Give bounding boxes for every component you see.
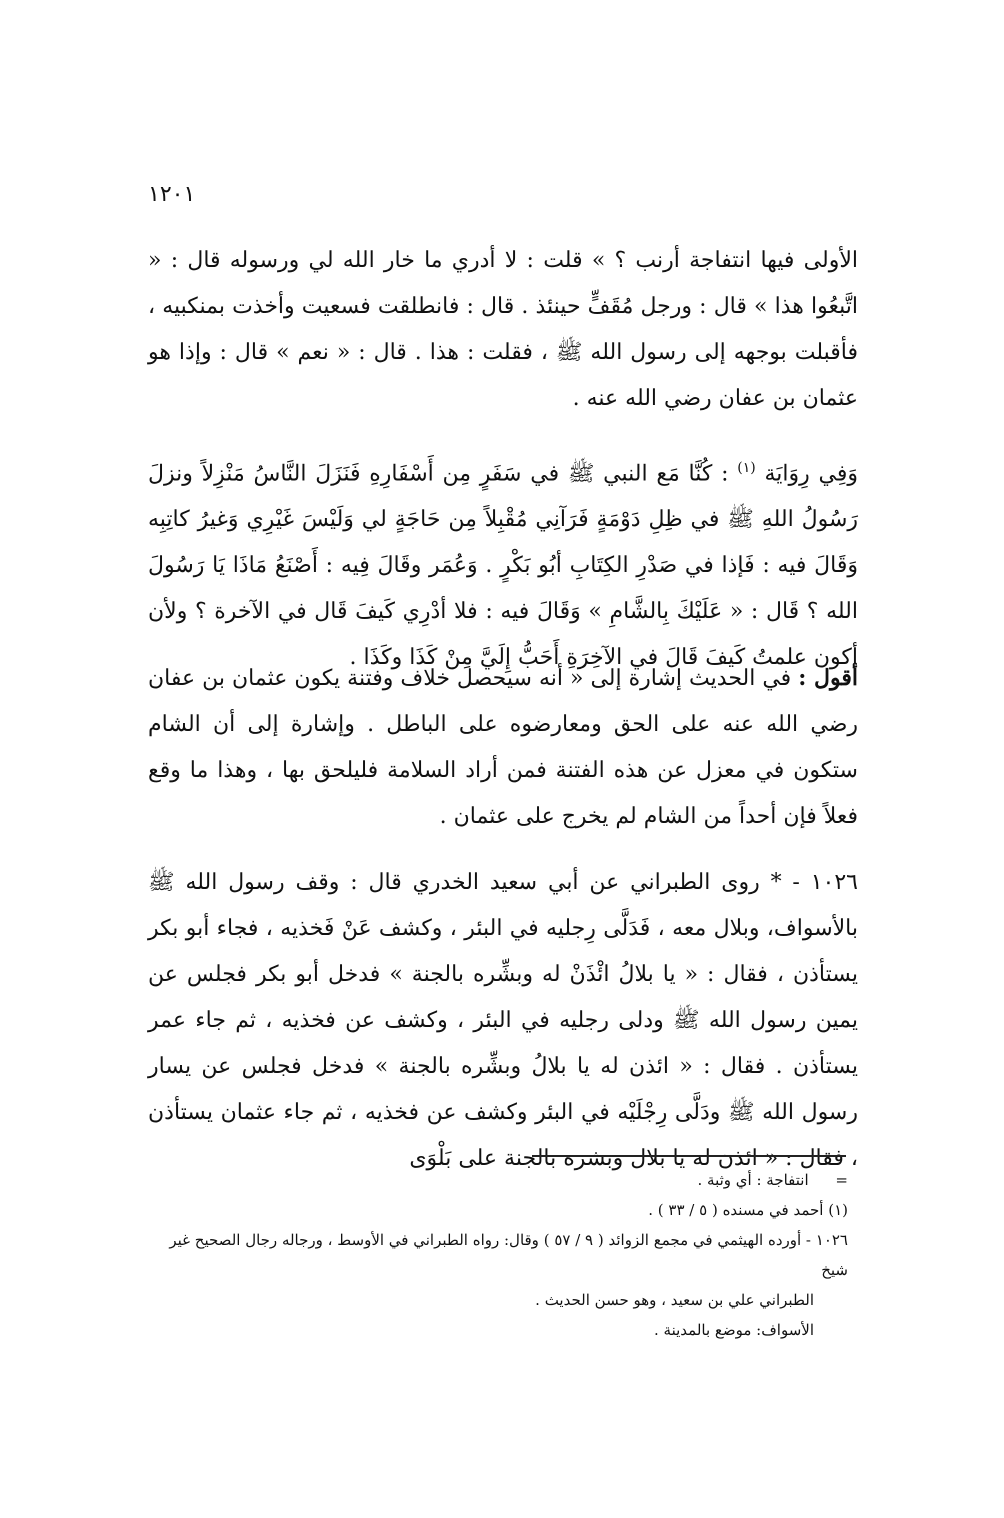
paragraph-text: الأولى فيها انتفاجة أرنب ؟ » قلت : لا أدري ما خار الله لي ورسوله قال : « اتَّبعُوا هذا » قال : ورجل مُقَفٍّ حينئذ . قال : فانطلقت فسعيت وأخذت بمنكبيه ، فأقبلت بوجهه إلى رسول الله ﷺ ، فقلت : هذا . قال : « نعم » قال : وإذا هو عثمان بن عفان رضي الله عنه . <box>148 248 858 411</box>
paragraph-text <box>148 655 858 840</box>
footnote-line: ١٠٢٦ - أورده الهيثمي في مجمع الزوائد ( ٩ / ٥٧ ) وقال: رواه الطبراني في الأوسط ، ورجاله رجال الصحيح غير شيخ <box>169 1231 848 1279</box>
paragraph-hadith-1026 <box>148 860 858 1182</box>
commentary-lead: أقول : <box>798 665 858 691</box>
footnote-line <box>148 1165 848 1195</box>
footnote-line: الطبراني علي بن سعيد ، وهو حسن الحديث . <box>535 1291 814 1309</box>
footnote-reference: (١) <box>737 460 756 476</box>
continuation-mark: = <box>835 1171 848 1189</box>
footnote-line: (١) أحمد في مسنده ( ٥ / ٣٣ ) . <box>648 1201 848 1219</box>
paragraph-narration <box>148 445 858 681</box>
page-number: ١٢٠١ <box>148 182 196 207</box>
footnote-text: انتفاجة : أي وثبة . <box>697 1171 809 1189</box>
narration-text: : كُنَّا مَع النبي ﷺ في سَفَرٍ مِن أَسْفَارِهِ فَنَزَلَ النَّاسُ مَنْزِلاً ونزلَ رَسُولُ اللهِ ﷺ في ظِلِ دَوْمَةٍ فَرَآنِي مُقْبِلاً مِن حَاجَةٍ لي وَلَيْسَ غَيْرِي وَغيرُ كاتِبِه وَقَالَ فيه : فَإذا في صَدْرِ الكِتَابِ أبُو بَكْرٍ . وَعُمَر وقَالَ فِيه : أَصْنَعُ مَاذَا يَا رَسُولَ الله ؟ قَال : « عَلَيْكَ بِالشَّامِ » وَقَالَ فيه : فلا أدْرِي كَيفَ قَال في الآخرة ؟ ولأن أكون علمتُ كَيفَ قَالَ في الآخِرَةِ أَحَبُّ إِلَيَّ مِنْ كَذَا وكَذَا . <box>148 461 858 671</box>
paragraph-continuation <box>148 238 858 422</box>
footnote-line: الأسواف: موضع بالمدينة . <box>654 1321 814 1339</box>
footnotes <box>148 1165 848 1345</box>
paragraph-text: ١٠٢٦ - * روى الطبراني عن أبي سعيد الخدري قال : وقف رسول الله ﷺ بالأسواف، وبلال معه ، فَدَلَّى رِجليه في البئر ، وكشف عَنْ فَخذيه ، فجاء أبو بكر يستأذن ، فقال : « يا بلالُ ائْذَنْ له وبشِّره بالجنة » فدخل أبو بكر فجلس عن يمين رسول الله ﷺ ودلى رجليه في البئر ، وكشف عن فخذيه ، ثم جاء عمر يستأذن . فقال : « ائذن له يا بلالُ وبشِّره بالجنة » فدخل فجلس عن يسار رسول الله ﷺ ودَلَّى رِجْلَيْه في البئر وكشف عن فخذيه ، ثم جاء عثمان يستأذن ، فقال : « ائذن له يا بلال وبشره بالجنة على بَلْوَى <box>148 870 859 1171</box>
commentary-text: في الحديث إشارة إلى « أنه سيحصل خلاف وفتنة يكون عثمان بن عفان رضي الله عنه على الحق ومعارضوه على الباطل . وإشارة إلى أن الشام ستكون في معزل عن هذه الفتنة فمن أراد السلامة فليلحق بها ، وهذا ما وقع فعلاً فإن أحداً من الشام لم يخرج على عثمان . <box>148 666 858 829</box>
paragraph-text <box>148 445 858 681</box>
narration-intro: وَفِي رِوَايَة <box>764 461 858 487</box>
paragraph-commentary <box>148 655 858 840</box>
footnote-divider <box>532 1155 846 1157</box>
